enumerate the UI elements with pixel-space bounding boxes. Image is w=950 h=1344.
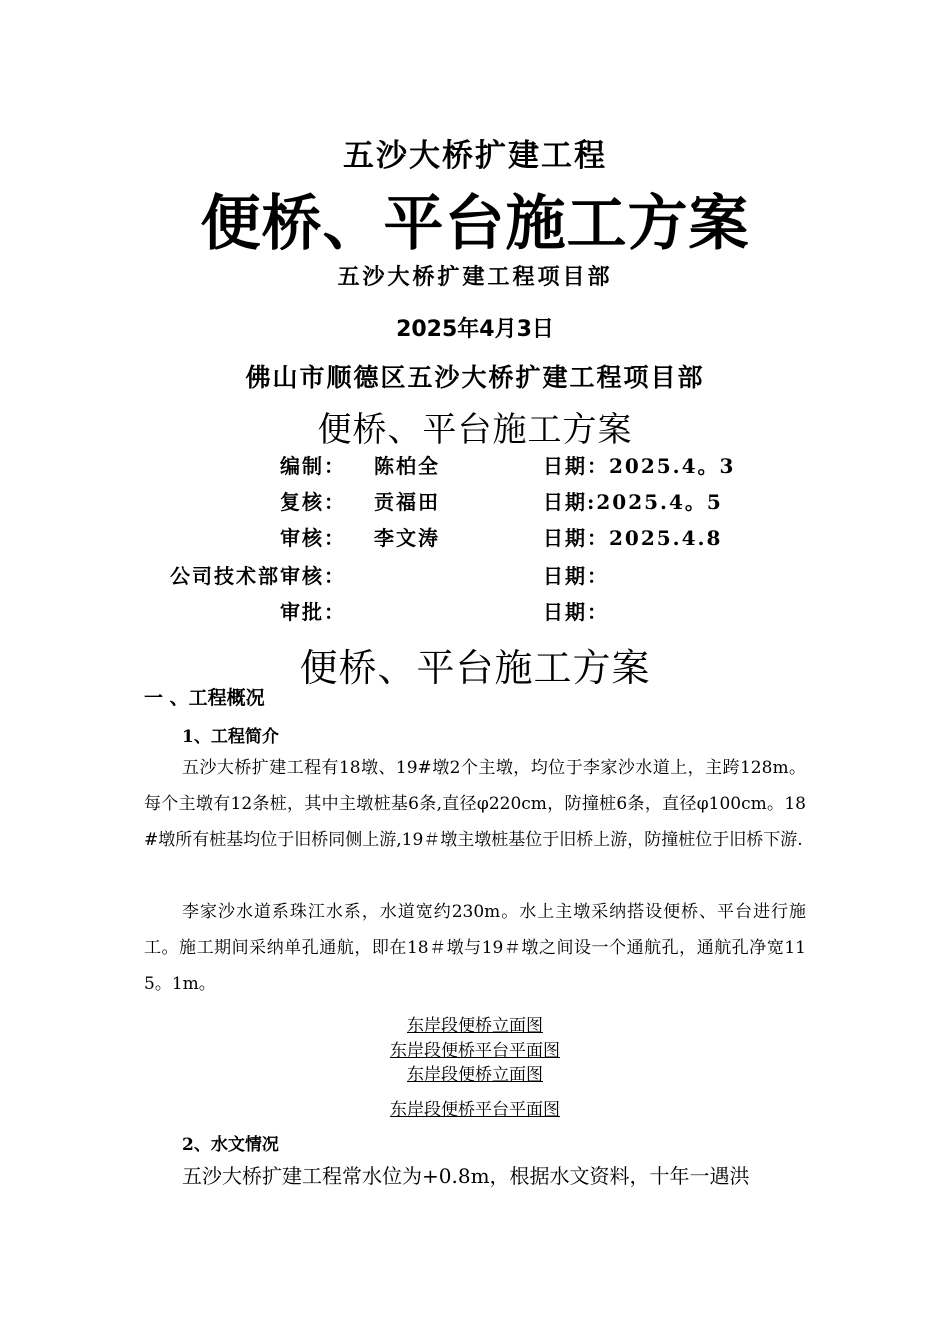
sig-name: 陈柏全 <box>374 454 440 478</box>
sig-name: 贡福田 <box>374 490 440 514</box>
sig-date: 日期：2025.4.8 <box>543 526 723 550</box>
subsection-heading: 1、工程简介 <box>182 727 279 747</box>
sig-name: 李文涛 <box>374 526 440 550</box>
figure-link-elevation[interactable]: 东岸段便桥立面图 <box>407 1065 543 1085</box>
sig-role: 审核： <box>280 526 346 550</box>
full-department-name: 佛山市顺德区五沙大桥扩建工程项目部 <box>245 363 705 392</box>
paragraph: 五沙大桥扩建工程有18墩、19#墩2个主墩，均位于李家沙水道上，主跨128m。每个主墩有12条桩，其中主墩桩基6条,直径φ220cm，防撞桩6条，直径φ100cm。18#墩所有桩基均位于旧桥同侧上游,19＃墩主墩桩基位于旧桥上游，防撞桩位于旧桥下游. <box>144 758 806 850</box>
department-name: 五沙大桥扩建工程项目部 <box>337 264 613 290</box>
paragraph: 李家沙水道系珠江水系，水道宽约230m。水上主墩采纳搭设便桥、平台进行施工。施工期间采纳单孔通航，即在18＃墩与19＃墩之间设一个通航孔，通航孔净宽115。1m。 <box>144 902 806 994</box>
figure-link-elevation[interactable]: 东岸段便桥立面图 <box>407 1016 543 1036</box>
sig-date: 日期：2025.4。3 <box>543 454 736 478</box>
sig-role: 审批： <box>280 600 346 624</box>
sig-role: 编制： <box>280 454 346 478</box>
cover-subtitle: 便桥、平台施工方案 <box>317 410 633 450</box>
sig-role: 公司技术部审核： <box>170 564 346 588</box>
section-heading: 一 、工程概况 <box>144 687 265 709</box>
sig-date: 日期： <box>543 564 609 588</box>
cover-date: 2025年4月3日 <box>396 317 554 342</box>
project-title: 五沙大桥扩建工程 <box>343 138 607 174</box>
sig-role: 复核： <box>280 490 346 514</box>
paragraph: 五沙大桥扩建工程常水位为+0.8m，根据水文资料，十年一遇洪 <box>182 1164 750 1188</box>
sig-date: 日期:2025.4。5 <box>543 490 723 514</box>
figure-link-plan[interactable]: 东岸段便桥平台平面图 <box>390 1041 560 1061</box>
body-title: 便桥、平台施工方案 <box>299 646 651 690</box>
sig-date: 日期： <box>543 600 609 624</box>
subsection-heading: 2、水文情况 <box>182 1135 279 1155</box>
main-title: 便桥、平台施工方案 <box>200 189 750 259</box>
figure-link-plan[interactable]: 东岸段便桥平台平面图 <box>390 1100 560 1120</box>
